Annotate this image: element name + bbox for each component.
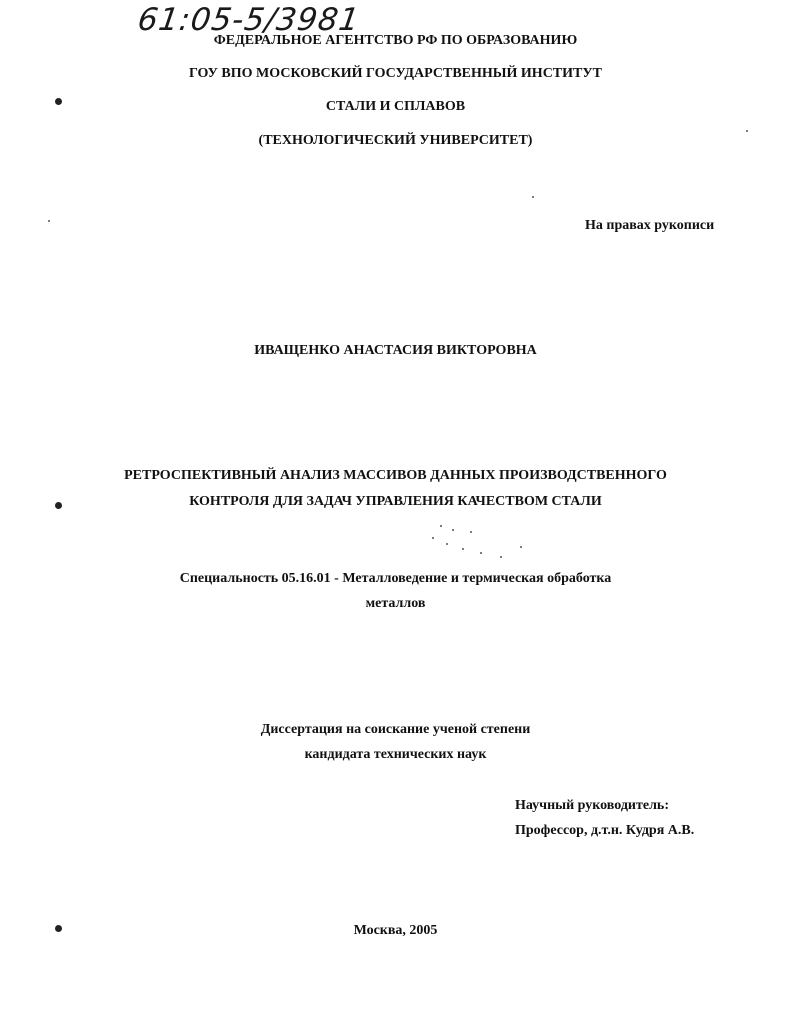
institute-heading-line2: СТАЛИ И СПЛАВОВ <box>325 99 466 114</box>
supervisor-name: Профессор, д.т.н. Кудря А.В. <box>515 823 695 838</box>
thesis-title-line2: КОНТРОЛЯ ДЛЯ ЗАДАЧ УПРАВЛЕНИЯ КАЧЕСТВОМ СТАЛИ <box>189 494 602 509</box>
degree-line2: кандидата технических наук <box>304 747 487 762</box>
supervisor-label: Научный руководитель: <box>515 798 669 813</box>
archive-stamp-handwritten: 61:05-5/3981 <box>135 2 363 38</box>
scan-speck <box>452 529 454 531</box>
specialty-line1: Специальность 05.16.01 - Металловедение и термическая обработка <box>179 571 612 586</box>
thesis-title-line1: РЕТРОСПЕКТИВНЫЙ АНАЛИЗ МАССИВОВ ДАННЫХ ПРОИЗВОДСТВЕННОГО <box>124 468 667 483</box>
author-name: ИВАЩЕНКО АНАСТАСИЯ ВИКТОРОВНА <box>254 343 537 358</box>
scan-speck <box>500 556 502 558</box>
scan-speck <box>532 196 534 198</box>
scan-speck <box>440 525 442 527</box>
scan-speck <box>432 537 434 539</box>
institute-heading-line3: (ТЕХНОЛОГИЧЕСКИЙ УНИВЕРСИТЕТ) <box>258 133 533 148</box>
agency-heading: ФЕДЕРАЛЬНОЕ АГЕНТСТВО РФ ПО ОБРАЗОВАНИЮ <box>213 33 578 48</box>
scan-speck <box>446 543 448 545</box>
institute-heading-line1: ГОУ ВПО МОСКОВСКИЙ ГОСУДАРСТВЕННЫЙ ИНСТИТУТ <box>189 66 602 81</box>
place-year: Москва, 2005 <box>353 923 438 938</box>
manuscript-note: На правах рукописи <box>585 218 715 233</box>
scan-speck <box>520 546 522 548</box>
scan-speck <box>48 220 50 222</box>
specialty-line2: металлов <box>365 596 426 611</box>
scan-speck <box>470 531 472 533</box>
scan-speck <box>480 552 482 554</box>
scan-speck <box>462 548 464 550</box>
degree-line1: Диссертация на соискание ученой степени <box>260 722 531 737</box>
